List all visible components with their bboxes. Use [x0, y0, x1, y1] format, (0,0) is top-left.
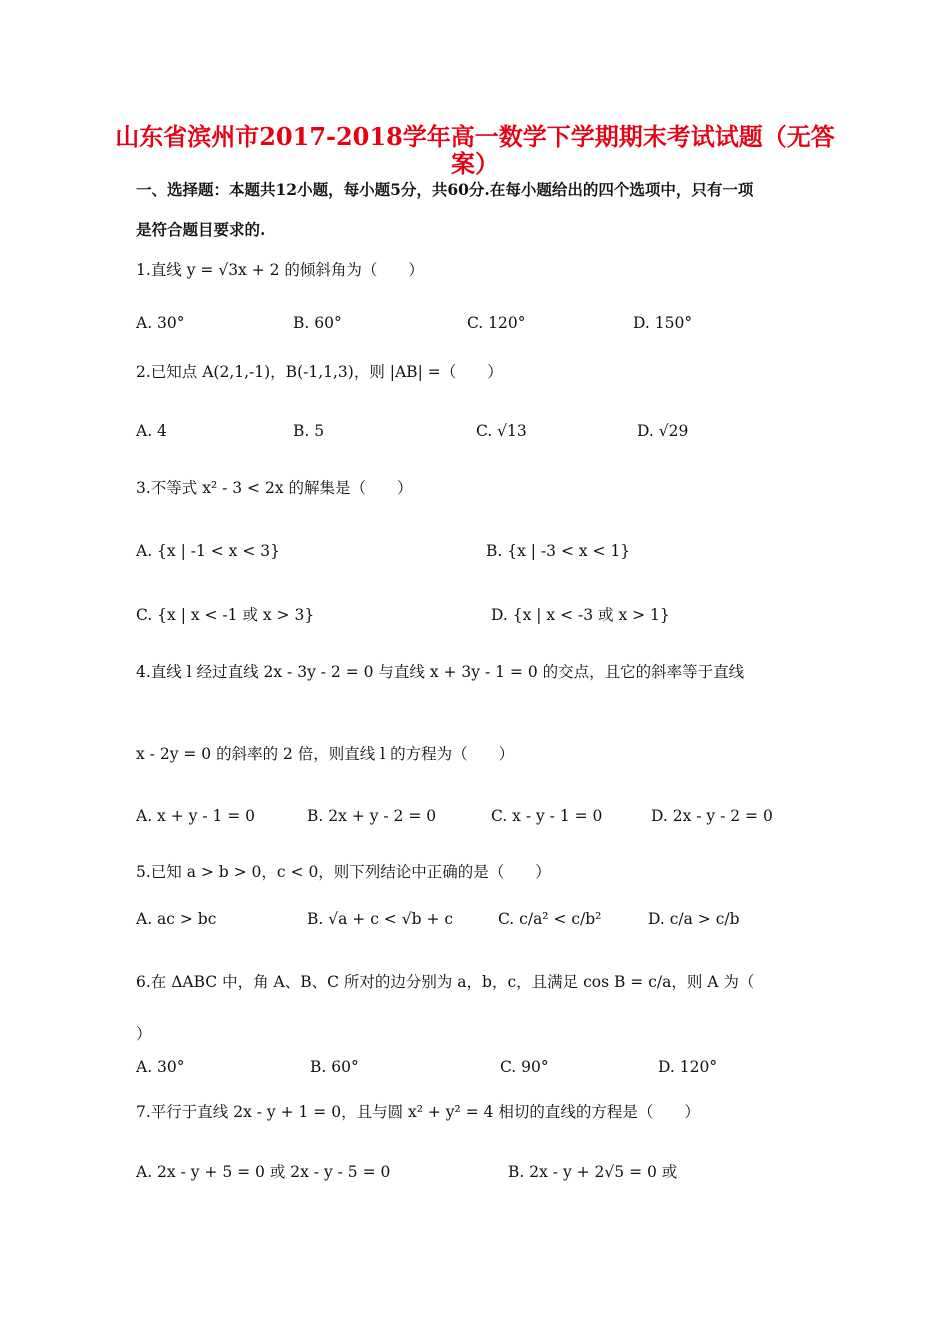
- question-4-stem-line2: x - 2y = 0 的斜率的 2 倍，则直线 l 的方程为（ ）: [136, 745, 515, 763]
- question-4-option-c: C. x - y - 1 = 0: [491, 807, 603, 825]
- question-3-option-a: A. {x | -1 < x < 3}: [136, 542, 280, 560]
- question-5-option-d: D. c/a > c/b: [648, 910, 740, 928]
- exam-title-line2: 案）: [451, 149, 499, 178]
- question-4-option-d: D. 2x - y - 2 = 0: [651, 807, 773, 825]
- question-6-option-b: B. 60°: [310, 1058, 359, 1076]
- question-4-option-a: A. x + y - 1 = 0: [136, 807, 256, 825]
- question-5-option-a: A. ac > bc: [136, 910, 217, 928]
- question-3-stem: 3.不等式 x² - 3 < 2x 的解集是（ ）: [136, 479, 413, 497]
- question-1-option-a: A. 30°: [136, 314, 185, 332]
- question-7-stem: 7.平行于直线 2x - y + 1 = 0，且与圆 x² + y² = 4 相切的直线的方程是（ ）: [136, 1103, 700, 1121]
- question-6-stem-line2: ）: [136, 1025, 152, 1043]
- question-2-option-d: D. √29: [637, 422, 689, 440]
- question-6-option-c: C. 90°: [500, 1058, 549, 1076]
- question-2-stem: 2.已知点 A(2,1,-1)，B(-1,1,3)，则 |AB| =（ ）: [136, 363, 503, 381]
- question-4-stem-line1: 4.直线 l 经过直线 2x - 3y - 2 = 0 与直线 x + 3y - 1 = 0 的交点，且它的斜率等于直线: [136, 663, 745, 681]
- question-2-option-c: C. √13: [476, 422, 527, 440]
- exam-title-line1: 山东省滨州市2017-2018学年高一数学下学期期末考试试题（无答: [115, 122, 835, 151]
- question-5-option-b: B. √a + c < √b + c: [307, 910, 454, 928]
- section-instructions-line1: 一、选择题：本题共12小题，每小题5分，共60分.在每小题给出的四个选项中，只有一项: [136, 180, 754, 199]
- question-1-option-b: B. 60°: [293, 314, 342, 332]
- question-6-stem-line1: 6.在 ΔABC 中，角 A、B、C 所对的边分别为 a，b，c，且满足 cos B = c/a，则 A 为（: [136, 973, 755, 991]
- question-5-stem: 5.已知 a > b > 0，c < 0，则下列结论中正确的是（ ）: [136, 863, 551, 881]
- question-7-option-b: B. 2x - y + 2√5 = 0 或: [508, 1163, 678, 1181]
- question-7-option-a: A. 2x - y + 5 = 0 或 2x - y - 5 = 0: [136, 1163, 391, 1181]
- question-2-option-a: A. 4: [136, 422, 167, 440]
- question-6-option-d: D. 120°: [658, 1058, 718, 1076]
- section-instructions-line2: 是符合题目要求的.: [136, 220, 266, 239]
- question-4-option-b: B. 2x + y - 2 = 0: [307, 807, 437, 825]
- question-3-option-c: C. {x | x < -1 或 x > 3}: [136, 606, 315, 624]
- question-3-option-d: D. {x | x < -3 或 x > 1}: [491, 606, 670, 624]
- question-1-stem: 1.直线 y = √3x + 2 的倾斜角为（ ）: [136, 261, 424, 279]
- question-3-option-b: B. {x | -3 < x < 1}: [486, 542, 631, 560]
- question-1-option-c: C. 120°: [467, 314, 526, 332]
- question-5-option-c: C. c/a² < c/b²: [498, 910, 602, 928]
- question-6-option-a: A. 30°: [136, 1058, 185, 1076]
- question-1-option-d: D. 150°: [633, 314, 693, 332]
- question-2-option-b: B. 5: [293, 422, 325, 440]
